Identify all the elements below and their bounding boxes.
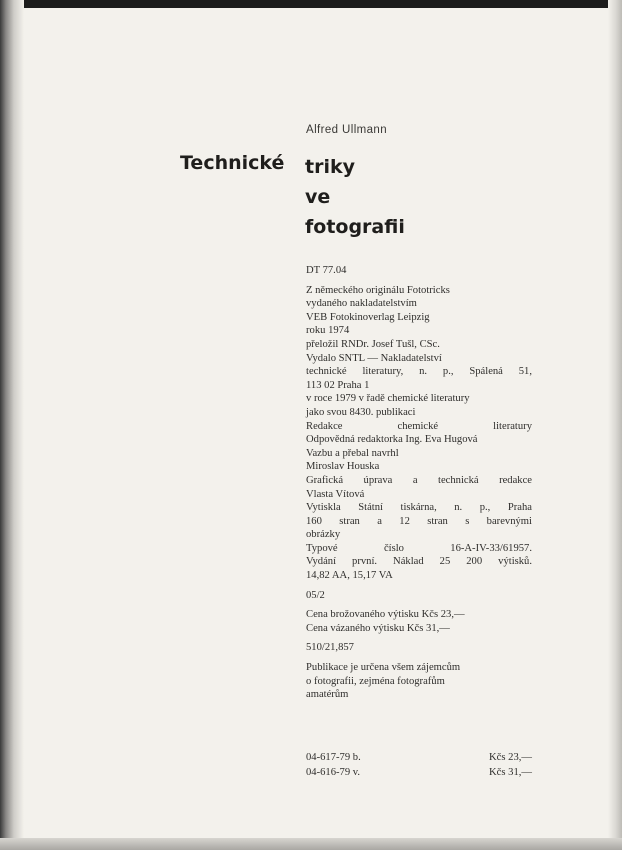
colophon-line: Cena vázaného výtisku Kčs 31,—: [306, 622, 450, 634]
colophon-line: přeložil RNDr. Josef Tušl, CSc.: [306, 338, 440, 350]
book-spine-shadow: [0, 0, 24, 850]
edition-price: Kčs 31,—: [489, 767, 532, 778]
colophon-line: v roce 1979 v řadě chemické literatury: [306, 393, 470, 405]
colophon-line: obrázky: [306, 529, 341, 541]
colophon-line: roku 1974: [306, 325, 350, 337]
colophon-line: jako svou 8430. publikaci: [306, 406, 416, 418]
colophon-line: Vytiskla Státní tiskárna, n. p., Praha: [306, 502, 532, 514]
colophon-line: technické literatury, n. p., Spálená 51,: [306, 366, 532, 378]
colophon-line: Odpovědná redaktorka Ing. Eva Hugová: [306, 434, 478, 446]
title-first-word: Technické: [180, 152, 285, 174]
colophon-line: 05/2: [306, 589, 325, 601]
colophon-line: Vydání první. Náklad 25 200 výtisků.: [306, 556, 532, 568]
colophon-line: o fotografii, zejména fotografům: [306, 675, 445, 687]
colophon-line: Typové číslo 16-A-IV-33/61957.: [306, 542, 532, 554]
author-name: Alfred Ullmann: [306, 124, 388, 136]
page-top-edge: [0, 0, 622, 8]
colophon: [306, 264, 532, 702]
colophon-line: Miroslav Houska: [306, 461, 380, 473]
price-codes: [306, 750, 532, 780]
colophon-line: 160 stran a 12 stran s barevnými: [306, 515, 532, 527]
title-line: ve: [305, 186, 331, 208]
page-right-edge: [608, 0, 622, 850]
price-row: [306, 765, 532, 780]
title-line: fotografii: [305, 216, 405, 238]
colophon-line: 113 02 Praha 1: [306, 379, 370, 391]
colophon-line: Vlasta Vítová: [306, 488, 365, 500]
colophon-line: Z německého originálu Fototricks: [306, 284, 450, 296]
title-line: triky: [305, 156, 355, 178]
colophon-line: 510/21,857: [306, 642, 354, 654]
colophon-line: 14,82 AA, 15,17 VA: [306, 570, 393, 582]
page-bottom-edge: [0, 838, 622, 850]
colophon-line: amatérům: [306, 689, 349, 701]
colophon-line: DT 77.04: [306, 265, 347, 276]
colophon-line: Redakce chemické literatury: [306, 420, 532, 432]
title-rest: [305, 152, 405, 242]
colophon-line: vydaného nakladatelstvím: [306, 298, 417, 310]
edition-code: 04-617-79 b.: [306, 752, 361, 763]
colophon-line: VEB Fotokinoverlag Leipzig: [306, 311, 430, 323]
price-row: [306, 750, 532, 765]
edition-price: Kčs 23,—: [489, 752, 532, 763]
colophon-line: Grafická úprava a technická redakce: [306, 474, 532, 486]
colophon-line: Vazbu a přebal navrhl: [306, 447, 399, 459]
colophon-line: Cena brožovaného výtisku Kčs 23,—: [306, 609, 465, 621]
edition-code: 04-616-79 v.: [306, 767, 361, 778]
colophon-line: Publikace je určena všem zájemcům: [306, 662, 461, 674]
colophon-line: Vydalo SNTL — Nakladatelství: [306, 352, 442, 364]
